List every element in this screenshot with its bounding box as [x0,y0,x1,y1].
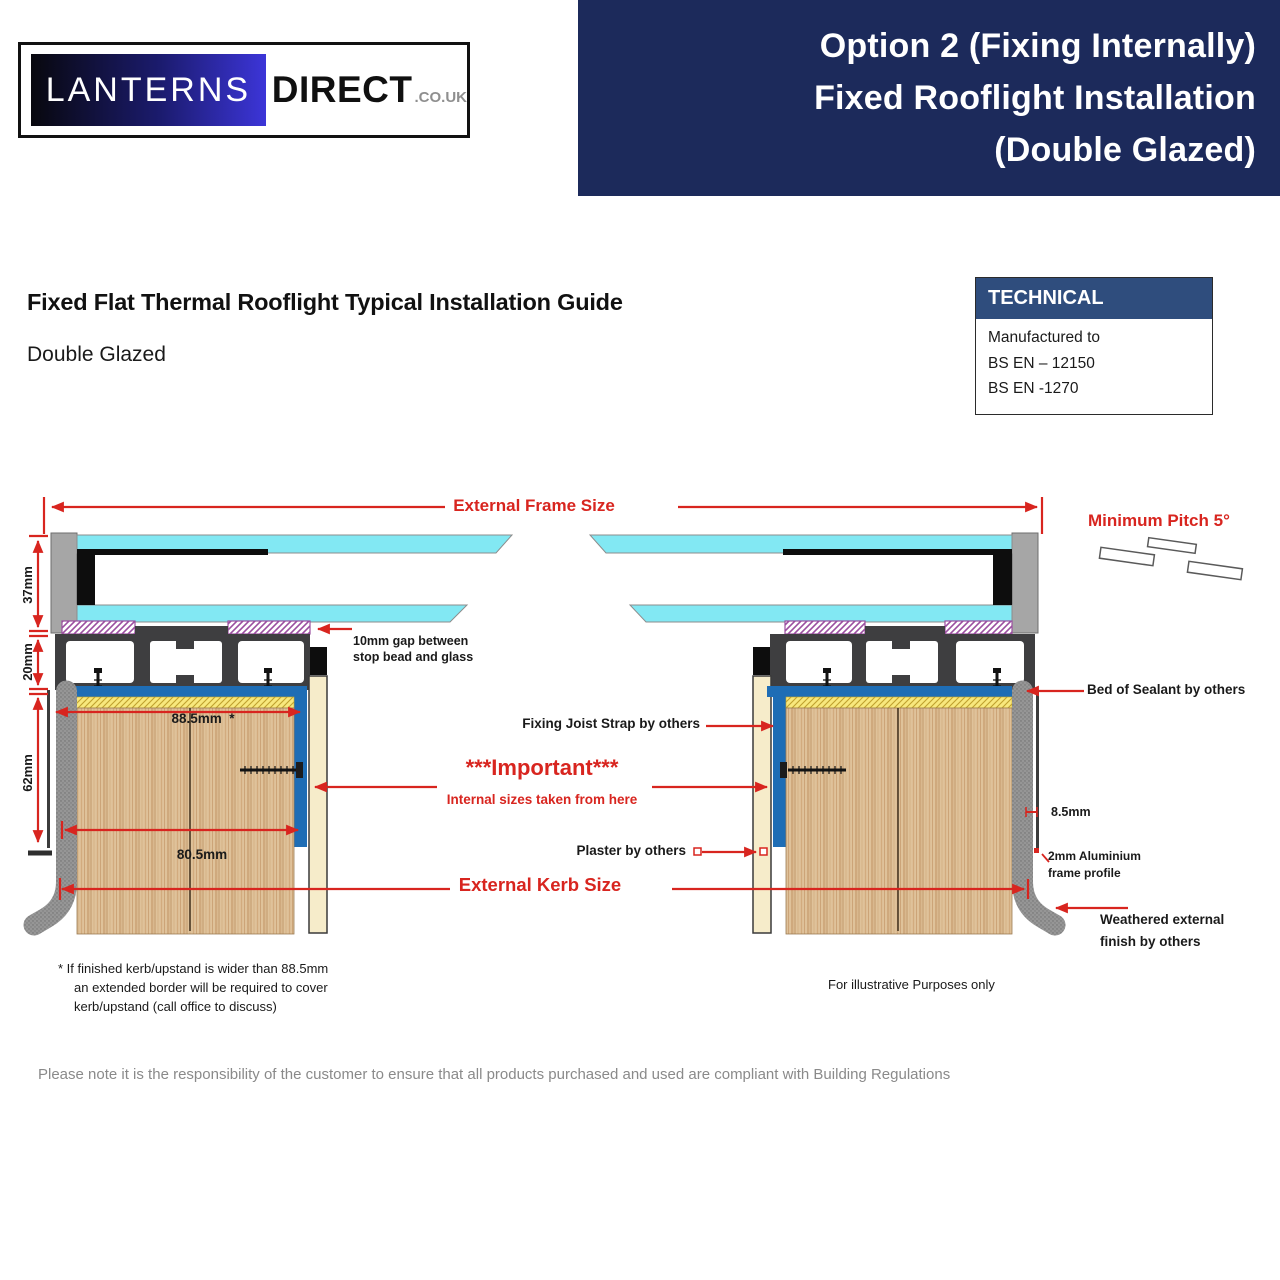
banner-line-2: Fixed Rooflight Installation [814,79,1256,117]
banner-line-1: Option 2 (Fixing Internally) [819,27,1256,65]
logo-text-lanterns: LANTERNS [45,70,252,109]
dim-88-5mm-label: 88.5mm * [171,711,235,726]
technical-line-2: BS EN – 12150 [988,354,1095,372]
alu-profile-line2: frame profile [1048,866,1121,880]
gap-note-line2: stop bead and glass [353,650,474,664]
external-kerb-size-label: External Kerb Size [458,874,622,895]
minimum-pitch-icon [1099,538,1242,580]
right-glazing-unit [590,533,1038,633]
left-glazing-unit [51,533,512,633]
technical-line-3: BS EN -1270 [988,380,1079,397]
internal-sizes-label: Internal sizes taken from here [446,792,638,807]
external-frame-size-label: External Frame Size [453,496,615,515]
fixing-joist-strap-label: Fixing Joist Strap by others [522,716,700,731]
dim-62mm-label: 62mm [20,754,35,792]
technical-box [975,277,1213,415]
logo-text-couk: .CO.UK [414,89,467,106]
gap-note-line1: 10mm gap between [353,634,469,648]
dim-8-5mm-label: 8.5mm [1051,805,1091,819]
dim-37mm-label: 37mm [20,566,35,604]
logo-right-part [272,69,467,111]
title-banner [578,0,1280,196]
page-title: Fixed Flat Thermal Rooflight Typical Installation Guide [27,289,623,315]
banner-line-3: (Double Glazed) [994,131,1256,169]
footnote-line1: * If finished kerb/upstand is wider than 88.5mm [58,961,329,976]
logo-gradient-block [31,54,266,126]
gap-note-label [353,633,473,665]
weathered-line2: finish by others [1100,934,1201,949]
footnote-line3: kerb/upstand (call office to discuss) [74,999,277,1014]
footnote-line2: an extended border will be required to cover [74,980,328,995]
alu-profile-label [1048,848,1141,882]
alu-profile-line1: 2mm Aluminium [1048,849,1141,863]
page-subtitle: Double Glazed [27,343,166,366]
technical-line-1: Manufactured to [988,329,1101,346]
dim-20mm-label: 20mm [20,643,35,681]
minimum-pitch-label: Minimum Pitch 5° [1088,511,1230,530]
technical-heading: TECHNICAL [976,278,1212,319]
important-label: ***Important*** [465,755,619,780]
kerb-footnote [58,959,328,1016]
logo-text-direct: DIRECT [271,69,413,110]
bed-of-sealant-label: Bed of Sealant by others [1087,682,1246,697]
technical-body [976,319,1212,414]
weathered-line1: Weathered external [1100,912,1225,927]
plaster-label: Plaster by others [576,843,686,858]
illustrative-note: For illustrative Purposes only [828,977,995,992]
weathered-finish-label [1100,909,1224,953]
company-logo [18,42,470,138]
right-kerb-assembly [753,676,1055,934]
building-regulations-note: Please note it is the responsibility of the customer to ensure that all products purchased and used are compliant with Building Regulations [38,1066,951,1083]
dim-80-5mm-label: 80.5mm [176,847,228,862]
